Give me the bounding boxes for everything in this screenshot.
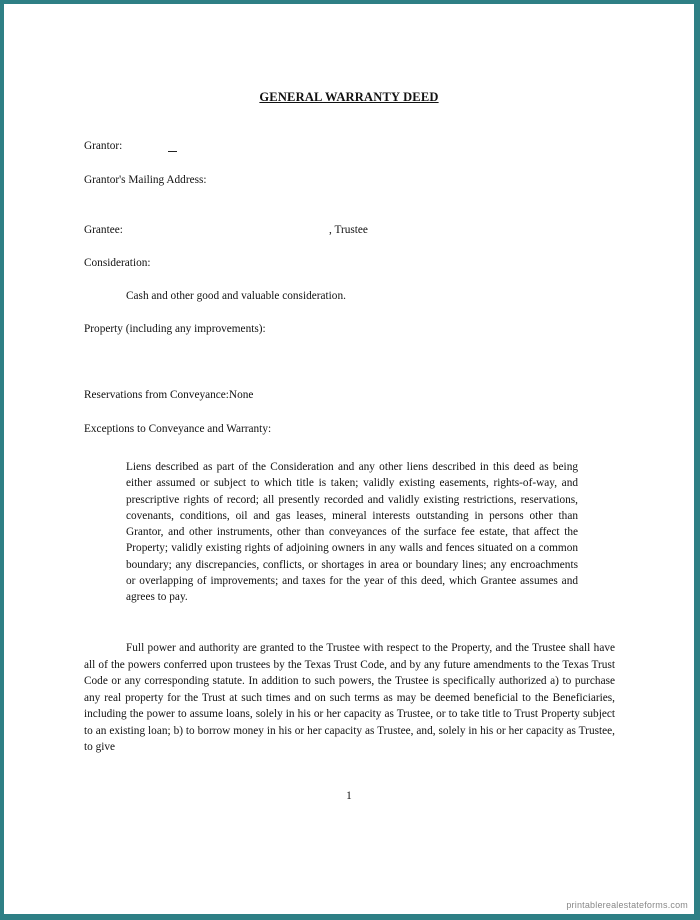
document-title: GENERAL WARRANTY DEED — [259, 90, 439, 104]
trustee-powers-paragraph: Full power and authority are granted to the Trustee with respect to the Property, and the Trustee shall have all of the powers conferred upon trustees by the Texas Trust Code, and by any future amendments to the Texas Trust Code or any corresponding statute. In addition to such powers, the Trustee is specifically authorized a) to purchase any real property for the Trust at such times and on such terms as may be deemed beneficial to the Beneficiaries, including the power to assume loans, solely in his or her capacity as Trustee, or to take title to Trust Property subject to an existing loan; b) to borrow money in his or her capacity as Trustee, and, solely in his or her capacity as Trustee, to give — [84, 642, 615, 753]
document-page — [4, 4, 694, 914]
grantee-label: Grantee: — [84, 224, 123, 236]
reservations-label: Reservations from Conveyance:None — [84, 389, 254, 401]
consideration-label: Consideration: — [84, 257, 151, 269]
exceptions-label: Exceptions to Conveyance and Warranty: — [84, 423, 272, 435]
grantor-label: Grantor: — [84, 140, 123, 152]
grantor-mailing-label: Grantor's Mailing Address: — [84, 174, 207, 186]
property-label: Property (including any improvements): — [84, 323, 266, 335]
consideration-text: Cash and other good and valuable consideration. — [126, 290, 346, 302]
exceptions-paragraph: Liens described as part of the Consideration and any other liens described in this deed as being either assumed or subject to which title is taken; validly existing easements, rights-of-way, and prescriptive rights of record; all presently recorded and validly existing restrictions, reservations, covenants, conditions, oil and gas leases, mineral interests outstanding in persons other than Grantor, and other instruments, other than conveyances of the surface fee estate, that affect the Property; validly existing rights of adjoining owners in any walls and fences situated on a common boundary; any discrepancies, conflicts, or shortages in area or boundary lines; any encroachments or overlapping of improvements; and taxes for the year of this deed, which Grantee assumes and agrees to pay. — [126, 461, 578, 604]
grantor-blank-line — [168, 151, 177, 152]
page-number: 1 — [346, 790, 352, 802]
watermark: printablerealestateforms.com — [566, 900, 688, 910]
grantee-trustee-suffix: , Trustee — [329, 224, 368, 236]
